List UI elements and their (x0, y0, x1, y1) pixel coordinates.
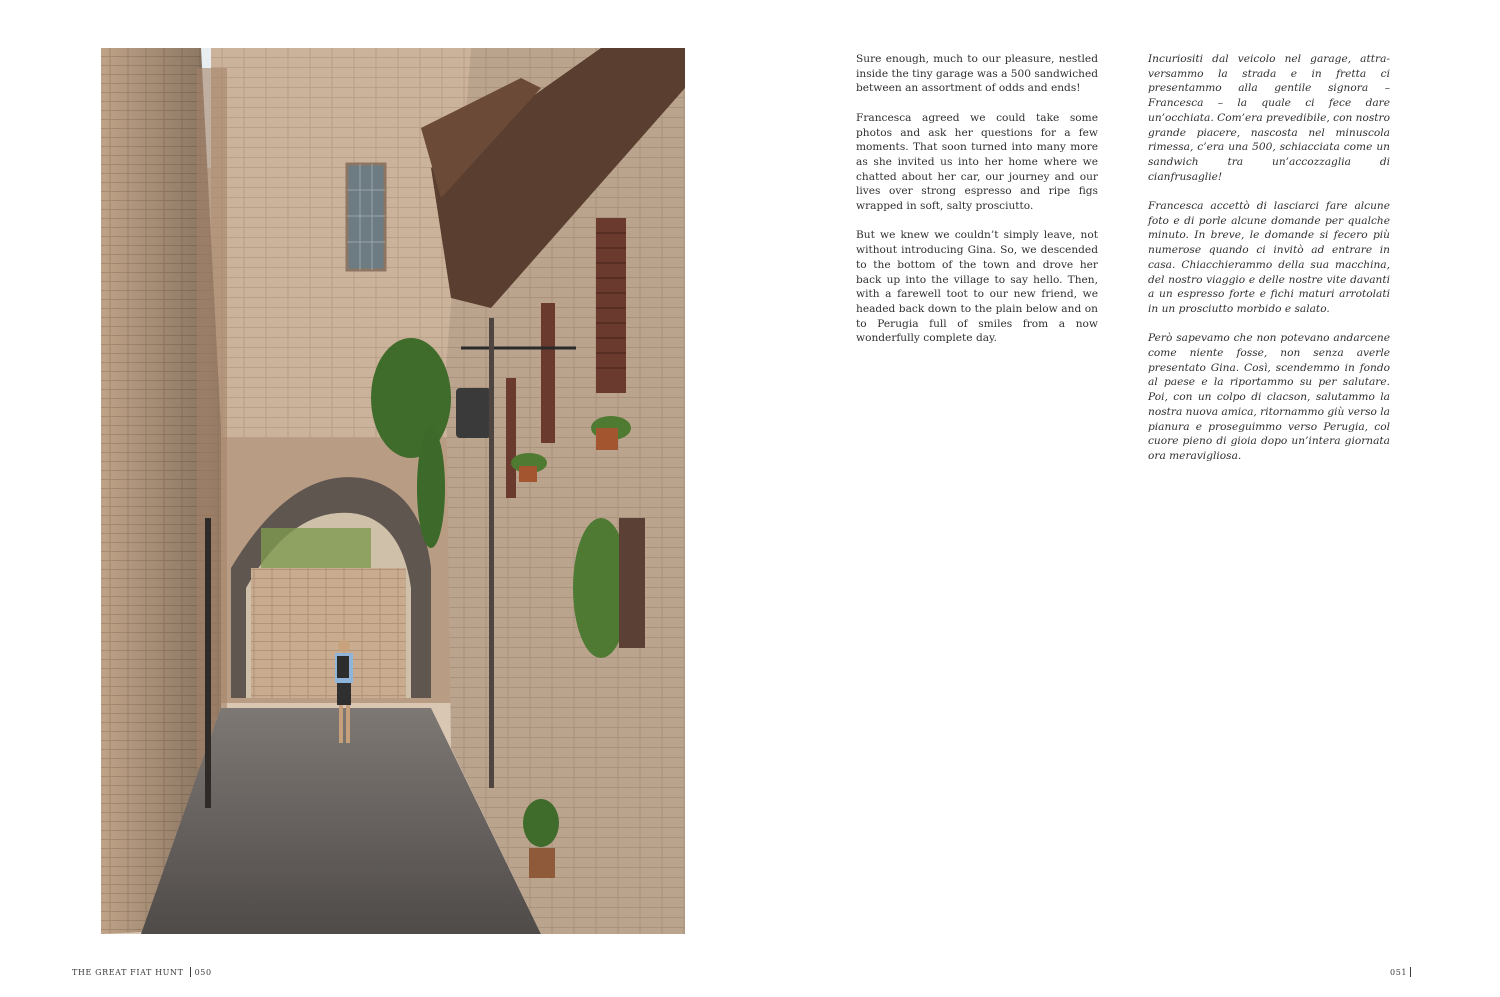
alley-photo-icon (101, 48, 685, 934)
right-page (750, 0, 1500, 997)
italian-paragraph: Incuriositi dal veicolo nel garage, attraversammo la strada e in fretta ci presentammo alla gentile signora – Francesca – la quale ci fece dare un’occhiata. Com’era prevedibile, con nostro grande piacere, nascosta nel minuscola rimessa, c’era una 500, schiacciata come un sandwich tra un’accozzaglia di cianfrusaglie! (1148, 53, 1390, 183)
english-text-column (856, 52, 1098, 361)
alley-photo (101, 48, 685, 934)
italian-paragraph: Francesca accettò di lasciarci fare alcune foto e di porle alcune domande per qualche minuto. In breve, le domande si fecero più numerose quando ci invitò ad entrare in casa. Chiacchierammo della sua macchina, del nostro viaggio e delle nostre vite davanti a un espresso forte e fichi maturi arrotolati in un prosciutto morbido e salato. (1148, 200, 1390, 315)
right-page-number: 051 (1390, 968, 1408, 977)
english-paragraph: Sure enough, much to our pleasure, nestled inside the tiny garage was a 500 sandwiched between an assortment of odds and ends! (856, 53, 1098, 95)
english-paragraph: Francesca agreed we could take some photos and ask her questions for a few moments. That soon turned into many more as she invited us into her home where we chatted about her car, our journey and our lives over strong espresso and ripe figs wrapped in soft, salty prosciutto. (856, 111, 1098, 213)
english-paragraph: But we knew we couldn’t simply leave, not without introducing Gina. So, we descended to the bottom of the town and drove her back up into the village to say hello. Then, with a farewell toot to our new friend, we headed back down to the plain below and on to Perugia full of smiles from a now wonderfully complete day. (856, 229, 1098, 345)
italian-paragraph: Però sapevamo che non potevano andarcene come niente fosse, non senza averle presentato Gina. Così, scendemmo in fondo al paese e la riportammo su per salutare. Poi, con un colpo di clacson, salutammo la nostra nuova amica, ritornammo giù verso la pianura e proseguimmo verso Perugia, col cuore pieno di gioia dopo un’intera giornata ora meravigliosa. (1148, 332, 1390, 462)
running-title: THE GREAT FIAT HUNT (72, 968, 184, 977)
italian-text-column (1148, 52, 1390, 478)
folio-divider (1410, 967, 1411, 977)
running-title-footer (72, 967, 212, 977)
folio-divider (190, 967, 191, 977)
left-page-number: 050 (194, 968, 212, 977)
right-folio (1390, 967, 1411, 977)
